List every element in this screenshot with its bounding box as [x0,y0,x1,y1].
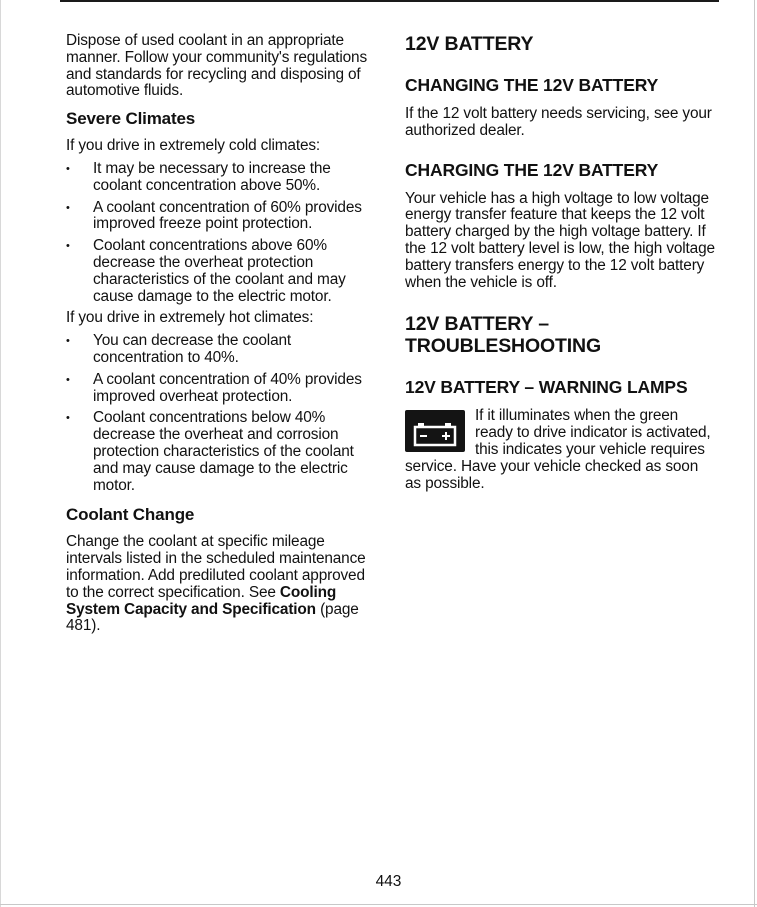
cold-climates-list [66,161,379,305]
list-item: • Coolant concentrations above 60% decrease the overheat protection characteristics of the coolant and may cause damage to the electric motor. [66,238,379,305]
cold-climates-intro: If you drive in extremely cold climates: [66,137,321,155]
list-item: • A coolant concentration of 60% provides improved freeze point protection. [66,200,379,234]
header-rule [60,0,719,2]
charging-battery-paragraph: Your vehicle has a high voltage to low voltage energy transfer feature that keeps the 12 volt battery charged by the high voltage battery. If the 12 volt battery level is low, the high voltage battery transfers energy to the 12 volt battery when the vehicle is off. [405,189,715,291]
changing-battery-heading: CHANGING THE 12V BATTERY [405,75,659,95]
warning-lamp-block [405,408,718,492]
right-column [405,33,718,492]
page-right-edge [754,0,755,907]
troubleshooting-heading: 12V BATTERY – TROUBLESHOOTING [405,313,601,358]
warning-lamp-paragraph: If it illuminates when the green ready to drive indicator is activated, this indicates your vehicle requires service. Have your vehicle checked as soon as possible. [405,407,711,492]
cooling-system-spec-link[interactable]: Cooling System Capacity and Specification [66,583,337,618]
page-left-edge [0,0,1,907]
charging-battery-heading: CHARGING THE 12V BATTERY [405,159,659,180]
warning-lamps-heading: 12V BATTERY – WARNING LAMPS [405,377,688,398]
changing-battery-paragraph: If the 12 volt battery needs servicing, see your authorized dealer. [405,105,712,139]
coolant-change-text: Change the coolant at specific mileage intervals listed in the scheduled maintenance information. Add prediluted coolant approved to the correct specification. See [66,533,366,601]
coolant-change-heading: Coolant Change [66,505,195,525]
coolant-change-paragraph [66,534,379,635]
battery-main-heading: 12V BATTERY [405,33,534,55]
battery-symbol [405,410,465,452]
hot-climates-list [66,333,379,494]
list-item: • Coolant concentrations below 40% decrease the overheat and corrosion protection characteristics of the coolant and may cause damage to the electric motor. [66,410,379,494]
severe-climates-heading: Severe Climates [66,109,196,129]
disposal-paragraph: Dispose of used coolant in an appropriate manner. Follow your community's regulations and standards for recycling and disposing of automotive fluids. [66,32,368,100]
hot-climates-intro: If you drive in extremely hot climates: [66,309,314,327]
list-item: • You can decrease the coolant concentration to 40%. [66,333,379,367]
page-bottom-edge [0,904,757,905]
battery-warning-icon [405,410,465,452]
page-number: 443 [375,873,402,890]
left-column [66,33,379,635]
list-item: • It may be necessary to increase the coolant concentration above 50%. [66,161,379,195]
list-item: • A coolant concentration of 40% provides improved overheat protection. [66,372,379,406]
page-reference: (page 481). [66,600,359,635]
